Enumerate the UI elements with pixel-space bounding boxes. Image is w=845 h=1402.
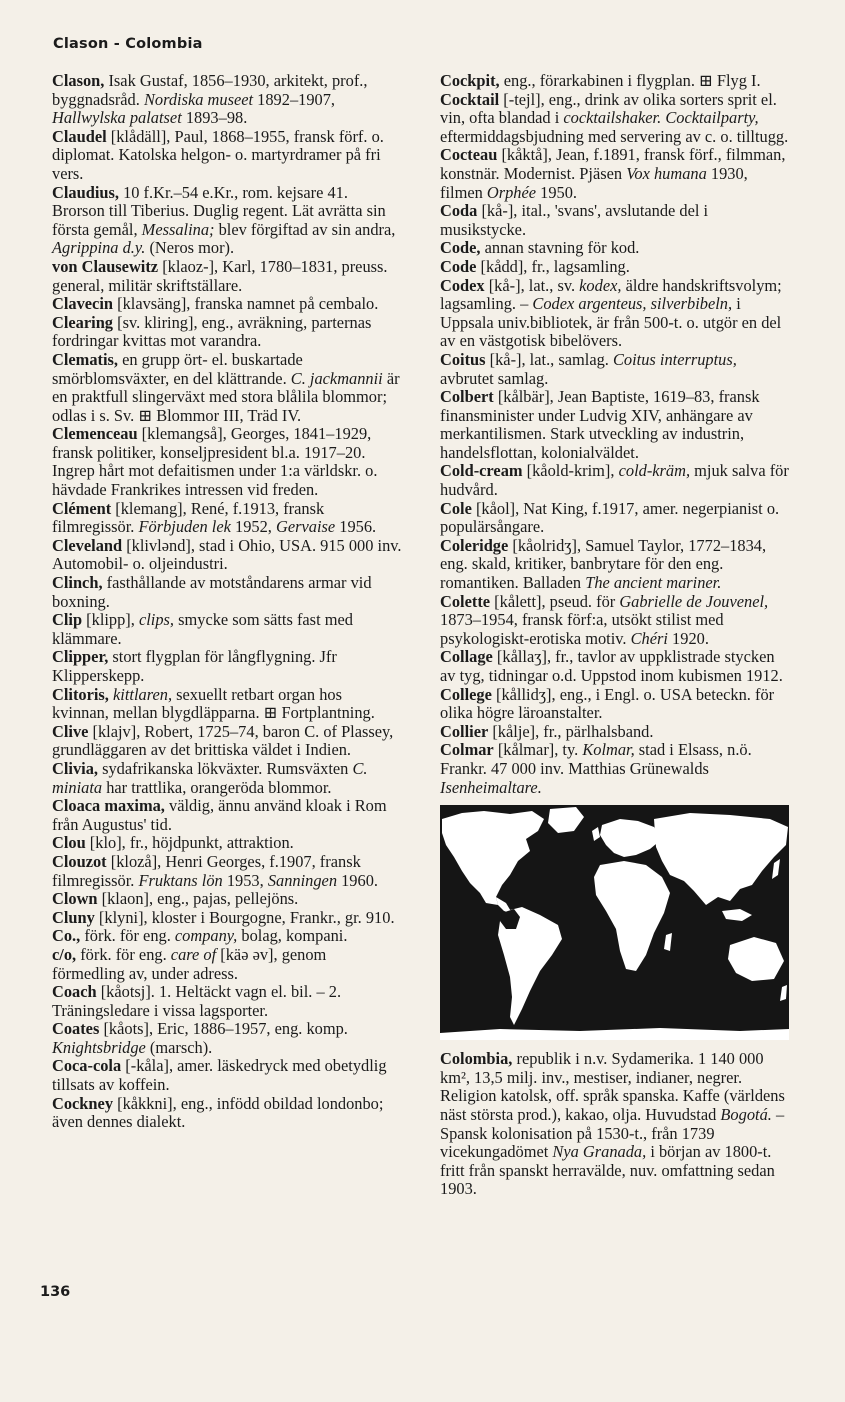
entry-text: 1930, filmen — [440, 163, 748, 202]
entry-text: fasthållande av motståndarens armar vid boxning. — [52, 573, 372, 611]
entry-headword: Colmar — [440, 740, 494, 760]
entry-text: [kålett], pseud. för — [490, 591, 620, 611]
dictionary-entry — [52, 500, 402, 537]
world-map-svg — [440, 805, 789, 1040]
dictionary-entry — [52, 890, 402, 909]
entry-text: [kålje], fr., pärlhalsband. — [488, 721, 654, 741]
entry-italic: Isenheimaltare. — [440, 777, 542, 797]
entry-italic: Gervaise — [275, 517, 336, 537]
entry-text: [kåold-krim], — [522, 461, 619, 481]
entry-text: 1952, — [230, 517, 276, 537]
entry-italic: kittlaren, — [113, 684, 173, 704]
entry-text: 1920. — [667, 628, 709, 648]
entry-text: mjuk salva för hudvård. — [440, 461, 789, 500]
entry-text: [klajv], Robert, 1725–74, baron C. of Plassey, grundläggaren av det brittiska väldet i Indien. — [52, 721, 394, 760]
entry-text: [kåots], Eric, 1886–1957, eng. komp. — [99, 1019, 348, 1039]
entry-text: 1892–1907, — [253, 89, 336, 109]
entry-text: [sv. kliring], eng., avräkning, parternas fordringar kvittas mot varandra. — [52, 312, 372, 351]
dictionary-entry — [440, 91, 792, 147]
dictionary-entry — [52, 853, 402, 890]
entry-text: [klozå], Henri Georges, f.1907, fransk filmregissör. — [52, 851, 361, 890]
entry-headword: Clavecin — [52, 294, 114, 314]
entry-headword: College — [440, 684, 492, 704]
entry-headword: Code — [440, 256, 477, 276]
dictionary-entry — [52, 1095, 402, 1132]
entry-italic: care of — [170, 944, 217, 964]
dictionary-entry — [440, 1050, 792, 1199]
entry-headword: Colbert — [440, 387, 494, 407]
entry-text: [klivlənd], stad i Ohio, USA. 915 000 inv. Automobil- o. oljeindustri. — [52, 535, 402, 574]
dictionary-entry — [52, 574, 402, 611]
entry-headword: Clément — [52, 498, 112, 518]
entry-text: [klaon], eng., pajas, pellejöns. — [97, 889, 299, 909]
entry-headword: Clinch, — [52, 573, 103, 593]
dictionary-entry — [440, 462, 792, 499]
entry-headword: Clown — [52, 889, 98, 909]
entry-text: förk. för eng. — [80, 926, 175, 946]
left-column — [52, 72, 402, 1132]
entry-italic: Chéri — [630, 628, 668, 648]
entry-headword: Coleridge — [440, 535, 509, 555]
entry-text: [kå-], ital., 'svans', avslutande del i musikstycke. — [440, 201, 709, 239]
entry-text: 1953, — [222, 870, 268, 890]
entry-text: [klipp], — [82, 610, 139, 630]
entry-italic: cold-kräm, — [618, 461, 691, 481]
entry-text: äldre handskriftsvolym; lagsamling. – — [440, 275, 782, 314]
entry-italic: Knightsbridge — [52, 1037, 146, 1057]
dictionary-entry — [52, 909, 402, 928]
dictionary-entry — [440, 351, 792, 388]
dictionary-entry — [440, 388, 792, 462]
entry-headword: Clitoris, — [52, 684, 109, 704]
dictionary-entry — [52, 723, 402, 760]
entry-headword: Cockpit, — [440, 71, 500, 90]
entry-headword: Colombia, — [440, 1049, 513, 1069]
entry-headword: Claudius, — [52, 182, 119, 202]
entry-headword: Cole — [440, 498, 472, 518]
entry-text: blev förgiftad av sin andra, — [214, 219, 396, 239]
entry-text: [kå-], lat., samlag. — [485, 349, 613, 369]
dictionary-entry — [52, 314, 402, 351]
dictionary-entry — [52, 351, 402, 425]
entry-text: [-tejl], eng., drink av olika sorters sprit el. vin, ofta blandad i — [440, 89, 777, 128]
entry-text: [klyni], kloster i Bourgogne, Frankr., gr. 910. — [94, 907, 395, 927]
entry-headword: Cold-cream — [440, 461, 523, 481]
entry-italic: cocktailshaker. — [563, 108, 662, 128]
dictionary-entry — [52, 425, 402, 499]
entry-headword: Coates — [52, 1019, 100, 1039]
entry-italic: Agrippina d.y. — [52, 238, 146, 258]
dictionary-entry — [52, 686, 402, 723]
dictionary-entry — [440, 741, 792, 797]
entry-headword: Clouzot — [52, 851, 107, 871]
entry-headword: Clason, — [52, 71, 105, 90]
entry-headword: Collier — [440, 721, 489, 741]
entry-text: [kå-], lat., sv. — [484, 275, 580, 295]
dictionary-entry — [52, 946, 402, 983]
entry-text: [klaoz-], Karl, 1780–1831, preuss. general, militär skriftställare. — [52, 256, 388, 295]
entry-headword: Clematis, — [52, 349, 119, 369]
entry-headword: Cloaca maxima, — [52, 796, 165, 816]
entry-italic: The ancient mariner. — [585, 573, 722, 593]
entry-text: eng., förarkabinen i flygplan. ⊞ Flyg I. — [499, 71, 761, 90]
dictionary-entry — [52, 648, 402, 685]
dictionary-entry — [440, 202, 792, 239]
entry-text: smycke som sätts fast med klämmare. — [52, 610, 353, 648]
dictionary-entry — [52, 128, 402, 184]
dictionary-entry — [52, 1020, 402, 1057]
dictionary-entry — [440, 277, 792, 351]
running-head: Clason - Colombia — [53, 36, 203, 52]
dictionary-entry — [440, 146, 792, 202]
dictionary-entry — [52, 611, 402, 648]
entry-headword: Coach — [52, 982, 97, 1002]
entry-text: [klemangså], Georges, 1841–1929, fransk politiker, konseljpresident bl.a. 1917–20. Ingrep hårt mot defaitismen under 1:a världskr. o. hävdade Frankrikes intressen vid freden. — [52, 424, 378, 500]
entry-text: (Neros mor). — [145, 238, 235, 258]
entry-text: republik i n.v. Sydamerika. 1 140 000 km², 13,5 milj. inv., mestiser, indianer, negrer. Religion katolsk, off. språk spanska. Kaffe (världens näst största prod.), kakao, olja. Huvudstad — [440, 1049, 785, 1124]
colombia-world-map — [440, 805, 789, 1040]
entry-text: [kåkkni], eng., infödd obildad londonbo; även dennes dialekt. — [52, 1093, 384, 1132]
entry-text: i Uppsala univ.bibliotek, är från 500-t. o. utgör en del av en västgotisk bibelövers. — [440, 294, 782, 351]
dictionary-entry — [52, 184, 402, 258]
entry-italic: company, — [174, 926, 238, 946]
dictionary-entry — [52, 797, 402, 834]
dictionary-entry — [440, 648, 792, 685]
entry-italic: Bogotá. — [720, 1104, 772, 1124]
entry-text: 1873–1954, fransk förf:a, utsökt stilist med psykologiskt-erotiska motiv. — [440, 610, 724, 648]
dictionary-entry — [52, 72, 402, 128]
entry-italic: Kolmar, — [582, 740, 635, 760]
entry-headword: Co., — [52, 926, 81, 946]
entry-text: [-kåla], amer. läskedryck med obetydlig tillsats av koffein. — [52, 1056, 387, 1095]
entry-text: har trattlika, orangeröda blommor. — [102, 777, 332, 797]
entry-text: sexuellt retbart organ hos kvinnan, mellan blygdläpparna. ⊞ Fortplantning. — [52, 684, 375, 723]
entry-headword: Collage — [440, 647, 493, 667]
entry-headword: Clemenceau — [52, 424, 138, 444]
entry-text: bolag, kompani. — [237, 926, 348, 946]
entry-text: väldig, ännu använd kloak i Rom från Augustus' tid. — [52, 796, 387, 834]
dictionary-entry — [440, 686, 792, 723]
entry-text: 1960. — [337, 870, 378, 890]
entry-headword: Cocteau — [440, 145, 498, 165]
entry-text: [kålmar], ty. — [493, 740, 583, 760]
dictionary-entry — [52, 295, 402, 314]
entry-headword: Codex — [440, 275, 485, 295]
entry-italic: clips, — [138, 610, 175, 630]
entry-italic: Sanningen — [267, 870, 338, 890]
entry-text: avbrutet samlag. — [440, 368, 549, 388]
entry-headword: Cockney — [52, 1093, 114, 1113]
entry-italic: kodex, — [579, 275, 622, 295]
page-number: 136 — [40, 1284, 71, 1300]
entry-text: [kåolridʒ], Samuel Taylor, 1772–1834, eng. skald, kritiker, banbrytare för den eng. romantiken. Balladen — [440, 535, 767, 593]
entry-italic: Gabrielle de Jouvenel, — [619, 591, 769, 611]
dictionary-entry — [440, 500, 792, 537]
entry-headword: Clou — [52, 833, 86, 853]
entry-headword: Cocktail — [440, 89, 500, 109]
entry-italic: Nya Granada, — [552, 1142, 647, 1162]
entry-text: [klo], fr., höjdpunkt, attraktion. — [85, 833, 294, 853]
entry-text: eftermiddagsbjudning med servering av c. o. tilltugg. — [440, 126, 789, 146]
entry-italic: Coitus interruptus, — [612, 349, 737, 369]
entry-headword: Coca-cola — [52, 1056, 122, 1076]
entry-italic: Förbjuden lek — [138, 517, 231, 537]
entry-text: [kåktå], Jean, f.1891, fransk förf., filmman, konstnär. Modernist. Pjäsen — [440, 145, 786, 183]
entry-text: 1893–98. — [181, 108, 248, 128]
entry-italic: Messalina; — [141, 219, 215, 239]
entry-text: annan stavning för kod. — [480, 238, 640, 258]
dictionary-entry — [440, 258, 792, 277]
entry-headword: c/o, — [52, 944, 77, 964]
entry-text: [kållidʒ], eng., i Engl. o. USA beteckn. för olika högre läroanstalter. — [440, 684, 775, 723]
entry-italic: C. miniata — [52, 758, 368, 797]
entry-italic: Fruktans lön — [138, 870, 223, 890]
dictionary-entry — [440, 72, 792, 91]
entry-text: sydafrikanska lökväxter. Rumsväxten — [98, 758, 353, 778]
entry-text: stort flygplan för långflygning. Jfr Klipperskepp. — [52, 647, 337, 685]
entry-headword: Cluny — [52, 907, 95, 927]
entry-text: [klavsäng], franska namnet på cembalo. — [113, 294, 379, 314]
entry-headword: Colette — [440, 591, 491, 611]
entry-text: förk. för eng. — [76, 944, 171, 964]
entry-italic: Cocktailparty, — [665, 108, 759, 128]
entry-text: – Spansk kolonisation på 1530-t., från 1739 vicekungadömet — [440, 1104, 785, 1162]
dictionary-entry — [440, 239, 792, 258]
dictionary-entry — [440, 537, 792, 593]
dictionary-entry — [52, 760, 402, 797]
entry-italic: Hallwylska palatset — [52, 108, 182, 128]
entry-text: [kålbär], Jean Baptiste, 1619–83, fransk finansminister under Ludvig XIV, anhängare av merkantilismen. Stark utveckling av industrin, handelsflottan, kolonialväldet. — [440, 387, 760, 462]
entry-text: i början av 1800-t. fritt från spanskt herravälde, nuv. omfattning sedan 1903. — [440, 1142, 775, 1199]
entry-text: [kåol], Nat King, f.1917, amer. negerpianist o. populärsångare. — [440, 498, 780, 537]
entry-text: en grupp ört- el. buskartade smörblomsväxter, en del klättrande. — [52, 349, 303, 388]
entry-headword: Clearing — [52, 312, 114, 332]
entry-text: Isak Gustaf, 1856–1930, arkitekt, prof., byggnadsråd. — [52, 71, 368, 109]
entry-headword: Coitus — [440, 349, 486, 369]
entry-headword: Code, — [440, 238, 481, 258]
entry-italic: C. jackmannii — [290, 368, 383, 388]
right-column — [440, 72, 792, 1199]
entry-headword: Clipper, — [52, 647, 109, 667]
entry-italic: Codex argenteus, silverbibeln, — [532, 294, 733, 314]
entry-text: (marsch). — [145, 1037, 213, 1057]
entry-text: [klådäll], Paul, 1868–1955, fransk förf. o. diplomat. Katolska helgon- o. martyrdramer på fri vers. — [52, 126, 384, 183]
entry-headword: Clive — [52, 721, 89, 741]
entry-headword: von Clausewitz — [52, 256, 159, 276]
dictionary-entry — [440, 593, 792, 649]
entry-headword: Clivia, — [52, 758, 98, 778]
dictionary-entry — [52, 983, 402, 1020]
entry-headword: Coda — [440, 201, 478, 221]
dictionary-entry — [440, 723, 792, 742]
dictionary-entry — [52, 537, 402, 574]
entry-headword: Cleveland — [52, 535, 123, 555]
entry-headword: Clip — [52, 610, 83, 630]
entry-italic: Nordiska museet — [143, 89, 254, 109]
entry-italic: Vox humana — [626, 163, 707, 183]
entry-text: stad i Elsass, n.ö. Frankr. 47 000 inv. Matthias Grünewalds — [440, 740, 752, 778]
entry-text: 10 f.Kr.–54 e.Kr., rom. kejsare 41. Brorson till Tiberius. Duglig regent. Lät avrätta sin första gemål, — [52, 182, 386, 239]
entry-text: [kådd], fr., lagsamling. — [476, 256, 630, 276]
entry-text: är en praktfull slingerväxt med stora blålila blommor; odlas i s. Sv. ⊞ Blommor III, Träd IV. — [52, 368, 400, 425]
entry-text: [klemang], René, f.1913, fransk filmregissör. — [52, 498, 325, 537]
entry-text: [kållaʒ], fr., tavlor av uppklistrade stycken av tyg, tidningar o.d. Uppstod inom kubismen 1912. — [440, 647, 783, 685]
dictionary-entry — [52, 834, 402, 853]
entry-headword: Claudel — [52, 126, 107, 146]
entry-italic: Orphée — [486, 182, 537, 202]
dictionary-entry — [52, 927, 402, 946]
entry-text: 1956. — [335, 517, 377, 537]
entry-text: [käə əv], genom förmedling av, under adress. — [52, 944, 327, 983]
entry-text: 1950. — [536, 182, 578, 202]
dictionary-entry — [52, 258, 402, 295]
dictionary-entry — [52, 1057, 402, 1094]
entry-text: [kåotsj]. 1. Heltäckt vagn el. bil. – 2. Träningsledare i vissa lagsporter. — [52, 982, 342, 1020]
